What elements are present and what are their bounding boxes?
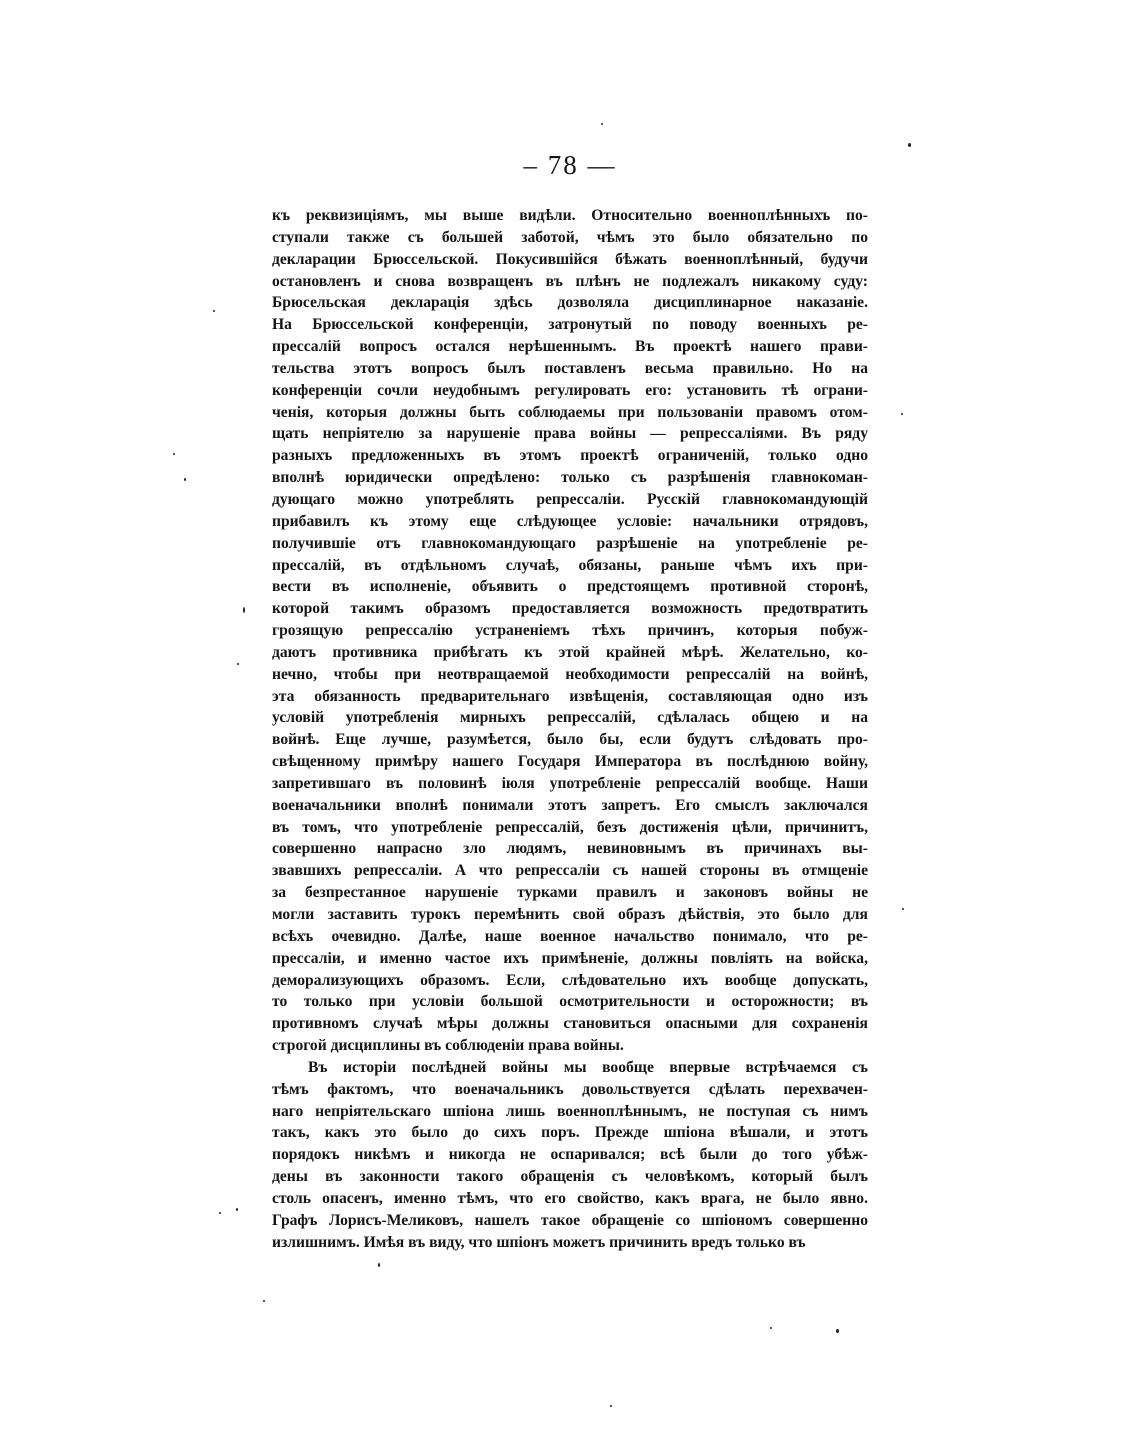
scan-speck xyxy=(173,453,175,455)
text-line: декларации Брюссельской. Покусившійся бѣжать военноплѣнный, будучи xyxy=(272,250,868,268)
text-line: то только при условіи большой осмотрительности и осторожности; въ xyxy=(272,993,868,1011)
text-line: звавшихъ репрессаліи. А что репрессаліи съ нашей стороны въ отмщеніе xyxy=(272,862,868,880)
text-line: могли заставить турокъ перемѣнить свой образъ дѣйствія, это было для xyxy=(272,906,868,923)
page-number: – 78 — xyxy=(523,150,617,180)
text-line: которой такимъ образомъ предоставляется возможность предотвратить xyxy=(272,600,868,618)
text-line: строгой дисциплины въ соблюденіи права войны. xyxy=(272,1037,624,1055)
text-line: въ томъ, что употребленіе репрессалій, безъ достиженія цѣли, причинитъ, xyxy=(272,818,868,836)
body-text xyxy=(272,205,868,1254)
text-line: ступали также съ большей заботой, чѣмъ это было обязательно по xyxy=(272,228,868,246)
text-line: даютъ противника прибѣгать къ этой крайней мѣрѣ. Желательно, ко- xyxy=(272,643,868,661)
text-line: остановленъ и снова возвращенъ въ плѣнъ не подлежалъ никакому суду: xyxy=(272,272,868,290)
text-line: военачальники вполнѣ понимали этотъ запретъ. Его смыслъ заключался xyxy=(272,796,868,814)
text-line: дены въ законности такого обращенія съ человѣкомъ, который былъ xyxy=(272,1168,868,1186)
text-line: прибавилъ къ этому еще слѣдующее условіе: начальники отрядовъ, xyxy=(272,512,868,530)
text-line: нечно, чтобы при неотвращаемой необходимости репрессалій на войнѣ, xyxy=(272,665,868,683)
text-line: На Брюссельской конференціи, затронутый по поводу военныхъ ре- xyxy=(272,316,868,334)
scan-speck xyxy=(263,1300,265,1302)
text-line: войнѣ. Еще лучше, разумѣется, было бы, если будутъ слѣдовать про- xyxy=(272,731,868,749)
text-line: къ реквизиціямъ, мы выше видѣли. Относительно военноплѣнныхъ по- xyxy=(272,207,868,224)
scan-speck xyxy=(908,143,911,147)
text-line: всѣхъ очевидно. Далѣе, наше военное начальство понимало, что ре- xyxy=(272,927,868,945)
scan-speck xyxy=(213,310,215,312)
text-line: порядокъ никѣмъ и никогда не оспаривался; всѣ были до того убѣж- xyxy=(272,1146,868,1164)
scan-speck xyxy=(236,1208,238,1211)
text-line: прессаліи, и именно частое ихъ примѣненіе, должны повліять на войска, xyxy=(272,949,868,967)
text-line: противномъ случаѣ мѣры должны становиться опасными для сохраненія xyxy=(272,1015,868,1033)
text-line: деморализующихъ образомъ. Если, слѣдовательно ихъ вообще допускать, xyxy=(272,971,868,989)
text-line: такъ, какъ это было до сихъ поръ. Прежде шпіона вѣшали, и этотъ xyxy=(272,1124,868,1142)
text-line: Графъ Лорисъ-Меликовъ, нашелъ такое обращеніе со шпіономъ совершенно xyxy=(272,1211,868,1229)
scan-speck xyxy=(902,908,904,910)
text-line: совершенно напрасно зло людямъ, невиновнымъ въ причинахъ вы- xyxy=(272,840,868,858)
text-line: разныхъ предложенныхъ въ этомъ проектѣ ограниченій, только одно xyxy=(272,447,868,465)
text-line: Въ исторіи послѣдней войны мы вообще впервые встрѣчаемся съ xyxy=(308,1058,868,1076)
text-line: эта обязанность предварительнаго извѣщенія, составляющая одно изъ xyxy=(272,687,868,705)
scan-speck xyxy=(237,663,239,665)
text-line: наго непріятельскаго шпіона лишь военноплѣннымъ, не поступая съ нимъ xyxy=(272,1102,868,1120)
text-line: вполнѣ юридически опредѣлено: только съ разрѣшенія главнокоман- xyxy=(272,469,868,487)
text-line: Брюсельская декларація здѣсь дозволяла дисциплинарное наказаніе. xyxy=(272,294,868,312)
text-line: вести въ исполненіе, объявить о предстоящемъ противной сторонѣ, xyxy=(272,578,868,596)
scan-speck xyxy=(770,1327,772,1329)
text-line: грозящую репрессалію устраненіемъ тѣхъ причинъ, которыя побуж- xyxy=(272,622,868,640)
scan-speck xyxy=(836,1329,839,1333)
scan-speck xyxy=(184,478,186,481)
text-line: тельства этотъ вопросъ былъ поставленъ весьма правильно. Но на xyxy=(272,359,868,377)
text-line: тѣмъ фактомъ, что военачальникъ довольствуется сдѣлать перехвачен- xyxy=(272,1080,868,1098)
scan-speck xyxy=(378,1263,380,1267)
scan-speck xyxy=(219,1212,221,1214)
text-line: ченія, которыя должны быть соблюдаемы при пользованіи правомъ отом- xyxy=(272,403,868,421)
text-line: за безпрестанное нарушеніе турками правилъ и законовъ войны не xyxy=(272,884,868,902)
text-line: прессалій, въ отдѣльномъ случаѣ, обязаны, раньше чѣмъ ихъ при- xyxy=(272,556,868,574)
scan-speck xyxy=(610,1405,612,1407)
text-line: свѣщенному примѣру нашего Государя Императора въ послѣднюю войну, xyxy=(272,753,868,771)
text-line: щать непріятелю за нарушеніе права войны — репрессаліями. Въ ряду xyxy=(272,425,868,443)
text-line: столь опасенъ, именно тѣмъ, что его свойство, какъ врага, не было явно. xyxy=(272,1189,868,1207)
text-line: конференціи сочли неудобнымъ регулировать его: установить тѣ ограни- xyxy=(272,381,868,399)
scan-speck xyxy=(243,607,245,613)
text-line: получившіе отъ главнокомандующаго разрѣшеніе на употребленіе ре- xyxy=(272,534,868,552)
text-line: условій употребленія мирныхъ репрессалій, сдѣлалась общею и на xyxy=(272,709,868,727)
scan-speck xyxy=(901,413,903,415)
text-line: дующаго можно употреблять репрессаліи. Русскій главнокомандующій xyxy=(272,490,868,508)
text-line: запретившаго въ половинѣ іюля употребленіе репрессалій вообще. Наши xyxy=(272,774,868,792)
scan-speck xyxy=(601,123,603,125)
text-line: излишнимъ. Имѣя въ виду, что шпіонъ можетъ причинить вредъ только въ xyxy=(272,1233,806,1251)
text-line: прессалій вопросъ остался нерѣшеннымъ. Въ проектѣ нашего прави- xyxy=(272,338,868,356)
